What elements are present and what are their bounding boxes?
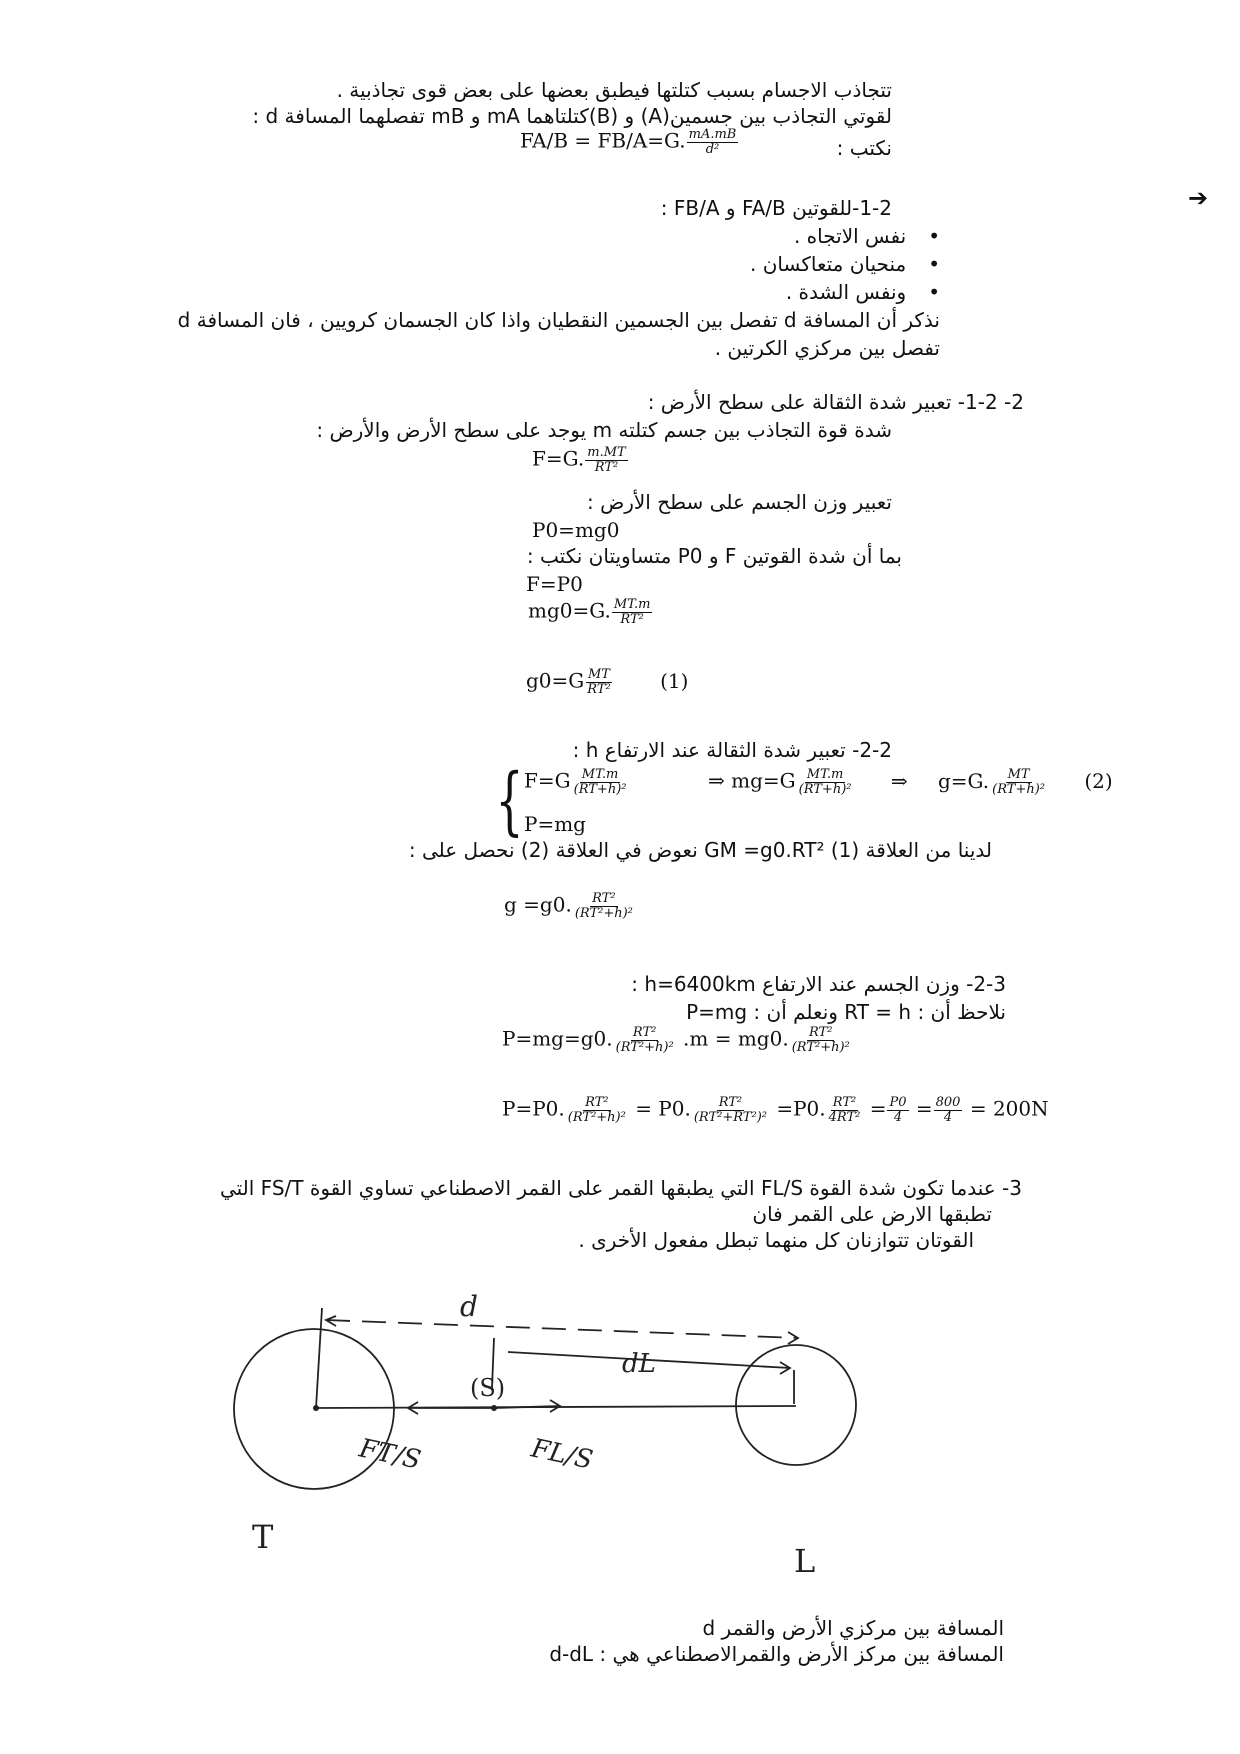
label-satellite: (S) [470, 1374, 506, 1402]
label-force-l: FL/S [528, 1433, 596, 1476]
system-brace: { [495, 758, 524, 844]
equation-p-mg-expanded: P=mg=g0. $\frac{\text{RT²}}{\text{(RT²+h)²}}$ .m = mg0. $\frac{\text{RT²}}{\text{(RT²+h)²}}$ [502, 1025, 850, 1055]
section-2-1-line-2: تعبير وزن الجسم على سطح الأرض : [586, 490, 892, 514]
section-1-2-heading: 1-2-للقوتين FA/B و FB/A : [660, 196, 892, 220]
satellite-point [491, 1405, 497, 1411]
earth-radius-line [316, 1308, 322, 1408]
intro-line-3: نكتب : [836, 136, 892, 160]
intro-line-2: لقوتي التجاذب بين جسمين(A) و (B)كتلتاهما mA و mB تفصلهما المسافة d : [252, 104, 892, 128]
bullet-item: • منحيان متعاكسان . [750, 252, 940, 276]
note-line-1: نذكر أن المسافة d تفصل بين الجسمين النقطيان واذا كان الجسمان كرويين ، فان المسافة d [177, 308, 940, 332]
section-3-line-2: تطبقها الارض على القمر فان [752, 1202, 992, 1226]
label-force-t: FT/S [356, 1433, 424, 1476]
equation-f-altitude: F=G $\frac{MT.m}{\text{(RT+h)²}}$ [524, 767, 627, 797]
distance-d-arrowhead [788, 1332, 798, 1344]
footer-line-1: المسافة بين مركزي الأرض والقمر d [702, 1616, 1004, 1640]
section-3-line-3: القوتان تتوازنان كل منهما تبطل مفعول الأخرى . [578, 1228, 974, 1252]
bullet-item: • ونفس الشدة . [786, 280, 940, 304]
section-2-3-heading: 2-3- وزن الجسم عند الارتفاع h=6400km : [631, 972, 1006, 996]
earth-center-point [313, 1405, 319, 1411]
section-2-1-heading: 2- 1-2- تعبير شدة الثقالة على سطح الأرض : [647, 390, 1024, 414]
equation-mg0: mg0=G. $\frac{MT.m}{\text{RT²}}$ [528, 597, 651, 627]
equation-p-mg: P=mg [524, 812, 586, 836]
substitution-line: لدينا من العلاقة (1) GM =g0.RT² نعوض في العلاقة (2) نحصل على : [408, 838, 992, 862]
equation-g0: g0=G $\frac{MT}{\text{RT²}}$ (1) [526, 667, 689, 697]
moon-circle [736, 1345, 856, 1465]
label-moon: L [794, 1542, 816, 1580]
intro-line-1: تتجاذب الاجسام بسبب كتلتها فيطبق بعضها على بعض قوى تجاذبية . [336, 78, 892, 102]
section-2-1-line-3: بما أن شدة القوتين F و P0 متساويتان نكتب : [526, 544, 902, 568]
arrow-right-icon: ➔ [1188, 184, 1209, 212]
equation-f-surface: F=G. $\frac{m.MT}{\text{RT²}}$ [532, 445, 626, 475]
label-d: d [460, 1290, 478, 1323]
earth-moon-satellite-figure [212, 1286, 1002, 1596]
footer-line-2: المسافة بين مركز الأرض والقمرالاصطناعي هي : d-dL [549, 1642, 1004, 1666]
equation-f-equals-p0: F=P0 [526, 572, 583, 596]
equation-p-result: P=P0. $\frac{\text{RT²}}{\text{(RT²+h)²}}$ = P0. $\frac{\text{RT²}}{\text{(RT²+RT²)²}}$ =P0. $\frac{\text{RT²}}{\text{4RT²}}$ = $\frac{P0}{4}$ = $\frac{800}{4}$ = 200N [502, 1095, 1049, 1125]
note-line-2: تفصل بين مركزي الكرتين . [714, 336, 940, 360]
section-2-1-line-1: شدة قوة التجاذب بين جسم كتلته m يوجد على سطح الأرض والأرض : [316, 418, 892, 442]
equation-g-altitude: g =g0. $\frac{\text{RT²}}{\text{(RT²+h)²}}$ [504, 891, 633, 921]
section-3-line-1: 3- عندما تكون شدة القوة FL/S التي يطبقها القمر على القمر الاصطناعي تساوي القوة FS/T التي [219, 1176, 1022, 1200]
label-dl: dL [622, 1349, 656, 1379]
equation-p0: P0=mg0 [532, 518, 620, 542]
section-2-2-heading: 2-2- تعبير شدة الثقالة عند الارتفاع h : [572, 738, 892, 762]
equation-gravitation-law: FA/B = FB/A=G. $\frac{mA.mB}{\text{d²}}$ [520, 127, 737, 157]
section-2-3-note: نلاحظ أن : RT = h ونعلم أن : P=mg [686, 1000, 1006, 1024]
equation-implies-mg: ⇒ mg=G $\frac{MT.m}{\text{(RT+h)²}}$ ⇒ g=G. $\frac{MT}{\text{(RT+h)²}}$ (2) [708, 767, 1113, 797]
label-earth: T [252, 1518, 274, 1556]
bullet-item: • نفس الاتجاه . [794, 224, 940, 248]
distance-d-line [326, 1320, 798, 1338]
